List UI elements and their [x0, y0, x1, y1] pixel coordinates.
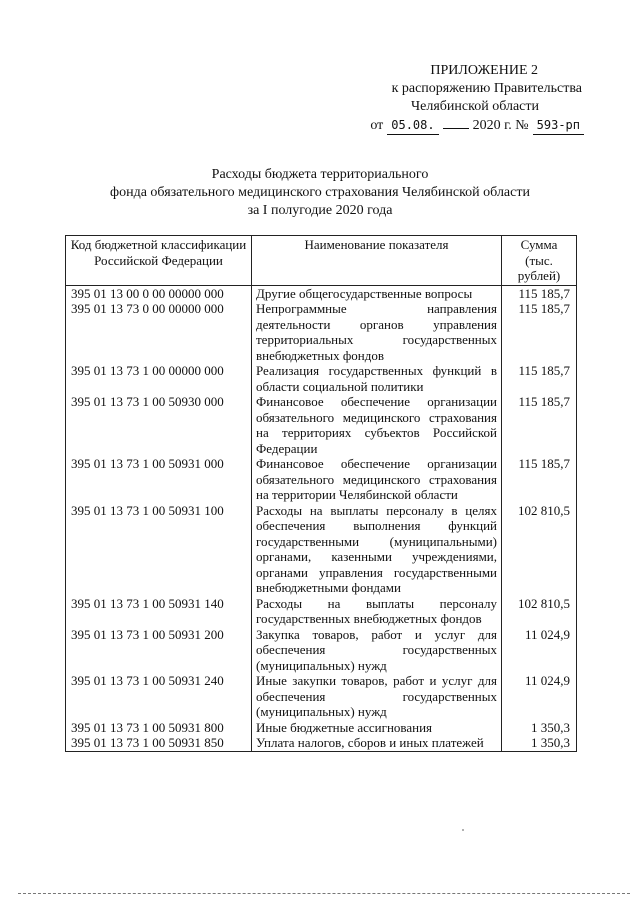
date-blank-underline — [443, 116, 469, 129]
heading-line-1: Расходы бюджета территориального — [211, 167, 429, 182]
row-name: Другие общегосударственные вопросы — [252, 285, 502, 301]
row-sum: 115 185,7 — [502, 285, 577, 301]
row-sum: 115 185,7 — [502, 394, 577, 456]
heading-line-3: за I полугодие 2020 года — [247, 203, 393, 218]
appendix-date-line — [370, 116, 584, 135]
table-row — [66, 301, 577, 363]
row-name: Финансовое обеспечение организации обязательного медицинского страхования на территории Челябинской области — [252, 456, 502, 503]
table-row — [66, 720, 577, 736]
row-code: 395 01 13 73 1 00 50931 850 — [66, 735, 252, 751]
row-code: 395 01 13 00 0 00 00000 000 — [66, 285, 252, 301]
table-row — [66, 363, 577, 394]
row-sum: 115 185,7 — [502, 456, 577, 503]
table-header-row — [66, 236, 577, 286]
order-number: 593-рп — [533, 116, 584, 135]
date-value: 05.08. — [387, 116, 438, 135]
expenditure-table — [65, 235, 577, 752]
page-bottom-rule — [18, 893, 630, 894]
table-row — [66, 394, 577, 456]
scan-speck — [462, 829, 464, 831]
row-code: 395 01 13 73 1 00 50931 100 — [66, 503, 252, 596]
row-name: Финансовое обеспечение организации обязательного медицинского страхования на территориях субъектов Российской Федерации — [252, 394, 502, 456]
header-sum: Сумма (тыс. рублей) — [502, 236, 577, 286]
row-name: Иные закупки товаров, работ и услуг для обеспечения государственных (муниципальных) нужд — [252, 673, 502, 720]
header-name: Наименование показателя — [252, 236, 502, 286]
row-code: 395 01 13 73 1 00 50931 240 — [66, 673, 252, 720]
row-sum: 102 810,5 — [502, 596, 577, 627]
row-sum: 1 350,3 — [502, 720, 577, 736]
table-row — [66, 735, 577, 751]
row-code: 395 01 13 73 0 00 00000 000 — [66, 301, 252, 363]
heading-line-2: фонда обязательного медицинского страхования Челябинской области — [110, 185, 530, 200]
row-code: 395 01 13 73 1 00 50931 200 — [66, 627, 252, 674]
row-name: Иные бюджетные ассигнования — [252, 720, 502, 736]
row-code: 395 01 13 73 1 00 00000 000 — [66, 363, 252, 394]
table-row — [66, 285, 577, 301]
row-code: 395 01 13 73 1 00 50931 000 — [66, 456, 252, 503]
header-code: Код бюджетной классификации Российской Федерации — [66, 236, 252, 286]
appendix-order-line: к распоряжению Правительства — [391, 81, 582, 96]
row-name: Закупка товаров, работ и услуг для обеспечения государственных (муниципальных) нужд — [252, 627, 502, 674]
row-sum: 102 810,5 — [502, 503, 577, 596]
row-sum: 115 185,7 — [502, 301, 577, 363]
row-sum: 1 350,3 — [502, 735, 577, 751]
document-heading — [0, 166, 640, 220]
table-row — [66, 596, 577, 627]
row-sum: 115 185,7 — [502, 363, 577, 394]
row-sum: 11 024,9 — [502, 673, 577, 720]
table-body — [66, 285, 577, 751]
row-name: Расходы на выплаты персоналу в целях обеспечения выполнения функций государственными (муниципальными) органами, казенными учреждениями, органами управления государственными внебюджетными фондами — [252, 503, 502, 596]
year-text: 2020 г. № — [472, 118, 529, 133]
row-name: Уплата налогов, сборов и иных платежей — [252, 735, 502, 751]
table-row — [66, 673, 577, 720]
row-code: 395 01 13 73 1 00 50930 000 — [66, 394, 252, 456]
appendix-title: ПРИЛОЖЕНИЕ 2 — [430, 63, 538, 78]
row-name: Реализация государственных функций в области социальной политики — [252, 363, 502, 394]
row-code: 395 01 13 73 1 00 50931 140 — [66, 596, 252, 627]
row-name: Расходы на выплаты персоналу государственных внебюджетных фондов — [252, 596, 502, 627]
row-sum: 11 024,9 — [502, 627, 577, 674]
row-code: 395 01 13 73 1 00 50931 800 — [66, 720, 252, 736]
date-prefix: от — [370, 118, 384, 133]
appendix-region-line: Челябинской области — [411, 99, 539, 114]
appendix-block — [370, 62, 584, 135]
table-row — [66, 627, 577, 674]
row-name: Непрограммные направления деятельности органов управления территориальных государственных внебюджетных фондов — [252, 301, 502, 363]
table-row — [66, 456, 577, 503]
table-row — [66, 503, 577, 596]
